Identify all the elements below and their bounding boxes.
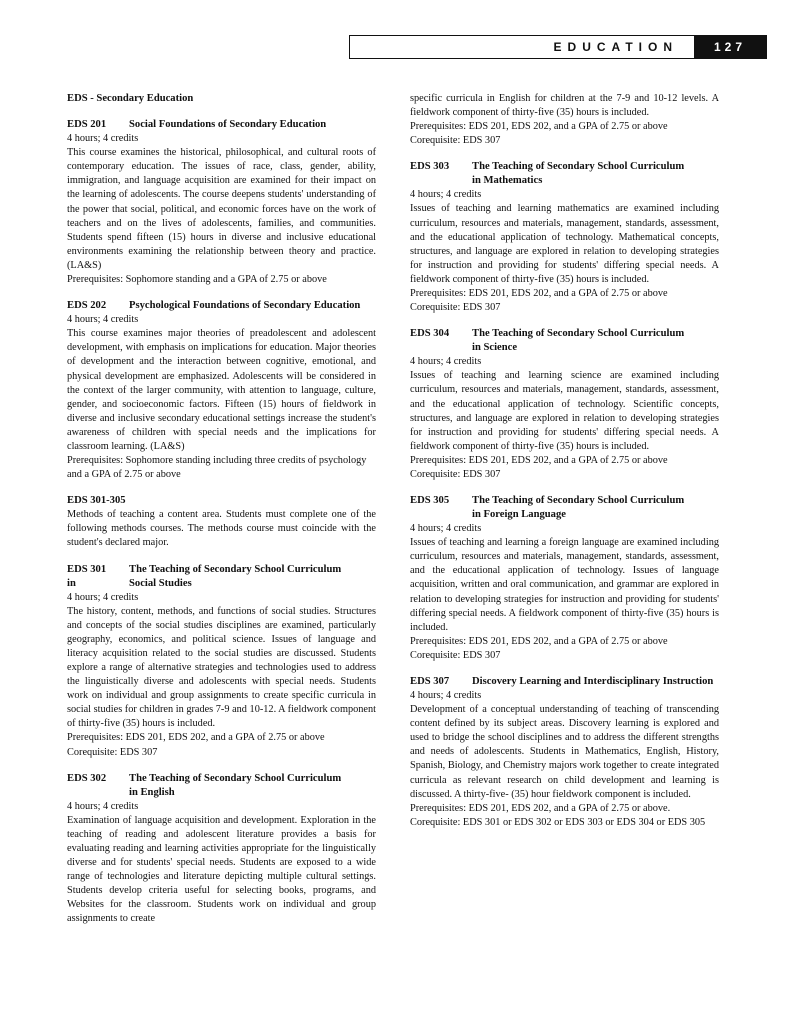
course-code: EDS 305 <box>410 495 450 507</box>
course-description: Development of a conceptual understanding of teaching of transcending content defined by its subject areas. Discovery learning is explored and used to bridge the school disciplines and to address the different strengths and needs of adolescents. Students in Mathematics, English, History, Spanish, Biology, and Chemistry majors work together to create integrated curricula as relevant research on child development and learning is discussed. A thirty-five- (35) hour fieldwork component is included. <box>410 704 719 800</box>
course-prerequisites: Prerequisites: EDS 201, EDS 202, and a GPA of 2.75 or above <box>410 454 668 466</box>
course-eds-301-305 <box>67 494 376 550</box>
header-section-title: EDUCATION <box>553 40 678 54</box>
course-heading <box>410 494 719 522</box>
course-eds-302 <box>67 772 376 927</box>
course-heading <box>410 327 719 355</box>
course-prerequisites: Prerequisites: EDS 201, EDS 202, and a GPA of 2.75 or above <box>67 732 325 744</box>
course-title-line2: in Foreign Language <box>472 509 566 521</box>
course-hours: 4 hours; 4 credits <box>410 356 482 368</box>
course-title: Discovery Learning and Interdisciplinary Instruction <box>472 676 714 687</box>
course-corequisite: Corequisite: EDS 307 <box>67 746 158 758</box>
course-eds-305 <box>410 494 719 663</box>
course-description: Issues of teaching and learning a foreign language are examined including curriculum, resources and materials, management, standards, assessment, and the educational application of technology. Issues of language acquisition, written and oral communication, and grammar are explored in relation to developing strategies for instruction and providing for students' differing special needs. A fieldwork component of thirty-five (35) hours is included. <box>410 537 719 633</box>
course-description: Examination of language acquisition and development. Exploration in the teaching of reading and adolescent literature provides a basis for evaluating reading and learning activities appropriate for the linguistically diverse and for students' special needs. Students are exposed to a wide range of technologies and literature depicting multiple cultural settings. Students develop criteria useful for selecting books, programs, and Websites for the classroom. Students work on individual and group assignments to create <box>67 814 376 925</box>
course-eds-307 <box>410 675 719 830</box>
course-title-line1: The Teaching of Secondary School Curriculum <box>472 161 685 173</box>
course-description: Issues of teaching and learning science are examined including curriculum, resources and materials, management, standards, assessment, and the educational application of technology. Scientific concepts, structures, and language are explored in relation to developing strategies for instruction and providing for students' differing special needs. A fieldwork component of thirty-five (35) hours is included. <box>410 370 719 452</box>
course-code: EDS 301-305 <box>67 495 126 507</box>
course-heading <box>410 675 719 689</box>
course-eds-301 <box>67 563 376 760</box>
course-corequisite: Corequisite: EDS 307 <box>410 302 501 314</box>
course-corequisite: Corequisite: EDS 307 <box>410 135 501 147</box>
course-hours: 4 hours; 4 credits <box>67 314 139 326</box>
course-hours: 4 hours; 4 credits <box>410 189 482 201</box>
course-title <box>129 563 376 591</box>
course-title <box>472 160 719 188</box>
course-prerequisites: Prerequisites: EDS 201, EDS 202, and a GPA of 2.75 or above <box>410 288 668 300</box>
course-heading <box>67 563 376 591</box>
course-hours: 4 hours; 4 credits <box>67 800 139 812</box>
course-prerequisites: Prerequisites: EDS 201, EDS 202, and a GPA of 2.75 or above <box>410 635 668 647</box>
course-prerequisites: Prerequisites: Sophomore standing including three credits of psychology and a GPA of 2.75 or above <box>67 455 367 481</box>
course-code-line2: in <box>67 577 76 589</box>
course-description: The history, content, methods, and functions of social studies. Structures and concepts of the social studies disciplines are examined, particularly geography, economics, and political science. Issues of language and literacy acquisition related to the social studies are discussed. Students explore a range of alternative strategies and technologies used to address the linguistically diverse and adolescents with special needs. Students work on individual and group assignments to create specific curricula in social studies for children in grades 7-9 and 10-12. A fieldwork component of thirty-five (35) hours is included. <box>67 605 376 730</box>
course-corequisite: Corequisite: EDS 301 or EDS 302 or EDS 303 or EDS 304 or EDS 305 <box>410 816 706 828</box>
left-column <box>67 92 376 939</box>
course-code: EDS 304 <box>410 328 450 340</box>
course-title-line2: Social Studies <box>129 577 192 589</box>
course-title-line2: in Mathematics <box>472 175 543 187</box>
course-title-line1: The Teaching of Secondary School Curriculum <box>472 328 685 340</box>
course-heading <box>67 118 376 132</box>
course-title: Social Foundations of Secondary Education <box>129 119 327 131</box>
course-hours: 4 hours; 4 credits <box>67 591 139 603</box>
course-corequisite: Corequisite: EDS 307 <box>410 468 501 480</box>
course-title-line1: The Teaching of Secondary School Curriculum <box>472 495 685 507</box>
course-title: Psychological Foundations of Secondary Education <box>129 300 361 312</box>
course-prerequisites: Prerequisites: EDS 201, EDS 202, and a GPA of 2.75 or above. <box>410 802 671 814</box>
right-column <box>410 92 719 842</box>
course-code: EDS 202 <box>67 300 107 312</box>
course-description: specific curricula in English for children at the 7-9 and 10-12 levels. A fieldwork component of thirty-five (35) hours is included. <box>410 93 719 119</box>
course-code: EDS 307 <box>410 676 450 687</box>
course-title <box>129 772 376 800</box>
course-title-line1: The Teaching of Secondary School Curriculum <box>129 563 342 575</box>
course-title-line2: in English <box>129 786 175 798</box>
course-eds-302-continued <box>410 92 719 148</box>
course-heading <box>410 160 719 188</box>
course-heading <box>67 299 376 313</box>
course-title-line2: in Science <box>472 342 518 354</box>
course-title <box>472 494 719 522</box>
course-code-line1: EDS 301 <box>67 563 107 575</box>
course-eds-304 <box>410 327 719 482</box>
header-page-number: 127 <box>694 36 766 58</box>
course-code: EDS 303 <box>410 161 450 173</box>
course-title-line1: The Teaching of Secondary School Curriculum <box>129 772 342 784</box>
course-description: Issues of teaching and learning mathematics are examined including curriculum, resources and materials, management, standards, assessment, and the educational application of technology. Mathematical concepts, structures, and language are explored in relation to developing strategies for instruction and providing for students' differing special needs. A fieldwork component of thirty-five (35) hours is included. <box>410 203 719 285</box>
course-heading <box>67 494 376 508</box>
course-prerequisites: Prerequisites: Sophomore standing and a GPA of 2.75 or above <box>67 274 327 286</box>
course-code: EDS 302 <box>67 772 107 784</box>
course-prerequisites: Prerequisites: EDS 201, EDS 202, and a GPA of 2.75 or above <box>410 121 668 133</box>
course-hours: 4 hours; 4 credits <box>67 133 139 145</box>
course-description: This course examines major theories of preadolescent and adolescent development, with emphasis on implications for education. Major theories of development and the interaction between cognitive, emotional, and physical development are emphasized. Adolescents will be considered in the context of the larger community, with attention to language, culture, gender, and socioeconomic factors. Fifteen (15) hours of fieldwork in diverse and inclusive secondary educational settings increase the student's awareness of children with special needs and the implications for classroom learning. (LA&S) <box>67 328 376 452</box>
course-title <box>472 327 719 355</box>
page-header <box>349 35 767 59</box>
course-hours: 4 hours; 4 credits <box>410 523 482 535</box>
course-description: This course examines the historical, philosophical, and cultural roots of contemporary education. The issues of race, class, gender, ability, immigration, and language acquisition are examined for their impact on the learning of adolescents. The course deepens students' understanding of the power that social, political, and economic forces have on the work of teachers and on the lives of adolescents, families, and communities. Students spend fifteen (15) hours in diverse and inclusive educational environments examining the relationship between theory and practice. (LA&S) <box>67 147 376 271</box>
course-code <box>67 563 129 591</box>
course-heading <box>67 772 376 800</box>
course-hours: 4 hours; 4 credits <box>410 690 482 701</box>
course-eds-202 <box>67 299 376 482</box>
section-title: EDS - Secondary Education <box>67 93 194 104</box>
course-eds-303 <box>410 160 719 315</box>
course-description: Methods of teaching a content area. Students must complete one of the following methods courses. The methods course must coincide with the student's declared major. <box>67 509 376 549</box>
course-eds-201 <box>67 118 376 287</box>
course-corequisite: Corequisite: EDS 307 <box>410 649 501 661</box>
course-code: EDS 201 <box>67 119 107 131</box>
